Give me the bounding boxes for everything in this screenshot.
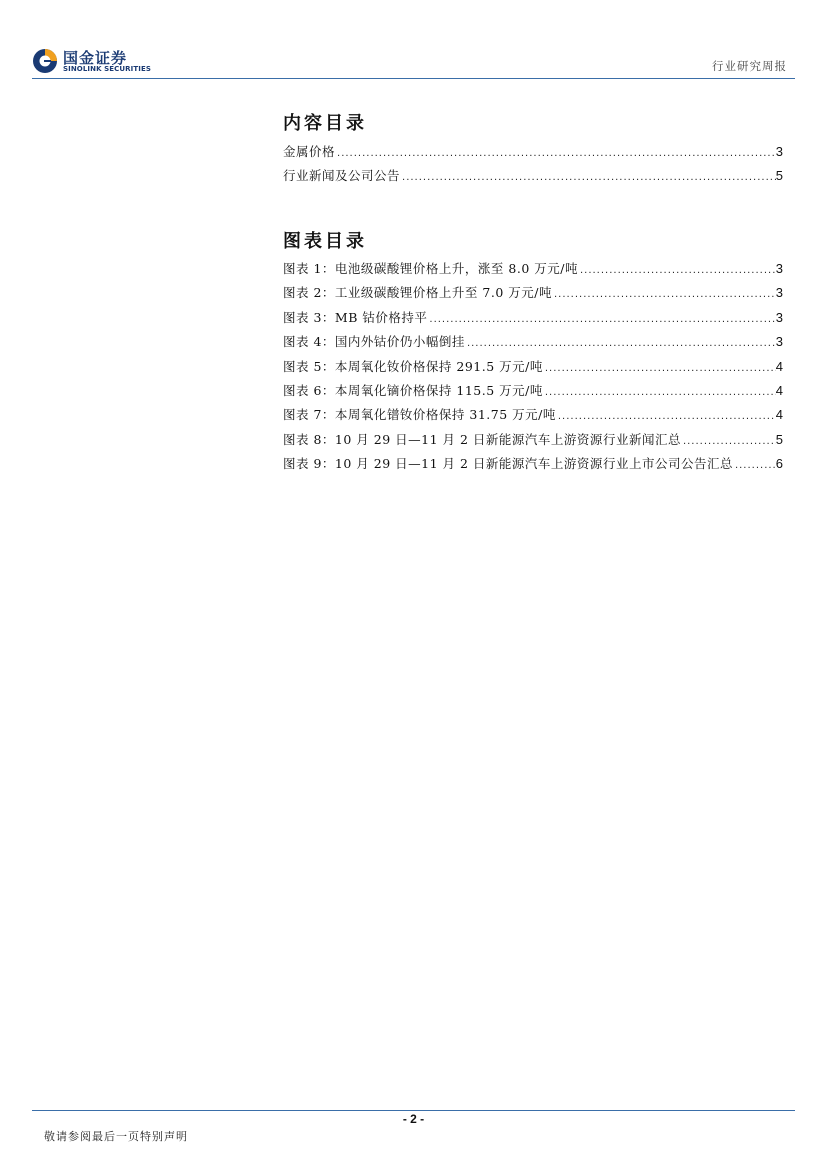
contents-list xyxy=(283,142,783,191)
figure-entry-page: 5 xyxy=(775,431,783,447)
toc-entry-label: 行业新闻及公司公告 xyxy=(283,168,401,184)
figure-entry-2[interactable] xyxy=(283,283,783,307)
toc-entry-page: 3 xyxy=(775,144,783,159)
page-number: - 2 - xyxy=(402,1112,425,1126)
figure-entry-page: 3 xyxy=(775,334,783,350)
figure-entry-label: 图表 1：电池级碳酸锂价格上升，涨至 8.0 万元/吨 xyxy=(283,261,578,276)
dot-leader xyxy=(427,314,775,325)
dot-leader xyxy=(543,363,776,374)
figure-entry-label: 图表 7：本周氧化镨钕价格保持 31.75 万元/吨 xyxy=(283,407,556,423)
figure-entry-label: 图表 4：国内外钴价仍小幅倒挂 xyxy=(283,334,465,350)
figure-entry-4[interactable] xyxy=(283,332,783,356)
dot-leader xyxy=(552,289,776,300)
figure-entry-page: 3 xyxy=(775,261,783,276)
figure-entry-page: 4 xyxy=(775,358,783,374)
figure-entry-8[interactable] xyxy=(283,430,783,454)
figure-entry-label: 图表 5：本周氧化钕价格保持 291.5 万元/吨 xyxy=(283,358,543,374)
toc-entry-page: 5 xyxy=(775,168,783,184)
figure-entry-label: 图表 9：10 月 29 日—11 月 2 日新能源汽车上游资源行业上市公司公告汇总 xyxy=(283,456,733,472)
dot-leader xyxy=(465,338,776,349)
dot-leader xyxy=(556,411,776,422)
toc-entry-metal-prices[interactable] xyxy=(283,142,783,166)
figure-entry-label: 图表 8：10 月 29 日—11 月 2 日新能源汽车上游资源行业新闻汇总 xyxy=(283,431,681,447)
figure-entry-page: 6 xyxy=(775,456,783,472)
dot-leader xyxy=(578,265,776,276)
dot-leader xyxy=(733,460,776,471)
dot-leader xyxy=(681,436,776,447)
figure-entry-page: 3 xyxy=(775,285,783,301)
figure-entry-6[interactable] xyxy=(283,381,783,405)
dot-leader xyxy=(543,387,776,398)
figure-entry-label: 图表 3：MB 钴价格持平 xyxy=(283,309,428,325)
figure-entry-label: 图表 2：工业级碳酸锂价格上升至 7.0 万元/吨 xyxy=(283,285,552,301)
contents-title: 内容目录 xyxy=(283,113,367,134)
figure-entry-page: 3 xyxy=(775,309,783,325)
logo-chinese-name: 国金证券 xyxy=(63,49,128,67)
company-logo xyxy=(32,46,162,78)
disclaimer-note: 敬请参阅最后一页特别声明 xyxy=(44,1130,188,1143)
figure-entry-5[interactable] xyxy=(283,357,783,381)
footer-divider xyxy=(32,1110,795,1111)
dot-leader xyxy=(335,148,776,159)
figure-entry-3[interactable] xyxy=(283,308,783,332)
dot-leader xyxy=(400,172,776,183)
figures-title: 图表目录 xyxy=(283,231,367,252)
figure-entry-7[interactable] xyxy=(283,405,783,429)
figure-entry-9[interactable] xyxy=(283,454,783,478)
toc-entry-label: 金属价格 xyxy=(283,144,336,159)
figure-entry-1[interactable] xyxy=(283,259,783,283)
report-type-label: 行业研究周报 xyxy=(712,59,787,73)
toc-entry-news[interactable] xyxy=(283,166,783,190)
figure-entry-page: 4 xyxy=(775,407,783,423)
figure-entry-label: 图表 6：本周氧化镝价格保持 115.5 万元/吨 xyxy=(283,382,543,398)
logo-english-name: SINOLINK SECURITIES xyxy=(63,65,151,73)
page-header xyxy=(0,0,827,80)
figures-list xyxy=(283,259,783,479)
header-divider xyxy=(32,78,795,79)
sinolink-logo-icon xyxy=(32,48,58,74)
figure-entry-page: 4 xyxy=(775,382,783,398)
